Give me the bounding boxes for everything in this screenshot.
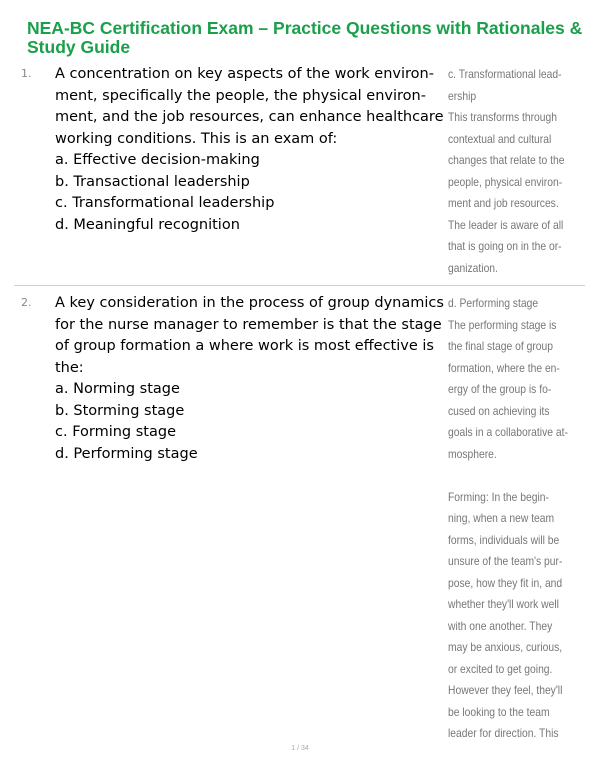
rationale-line: pose, how they fit in, and <box>448 575 563 590</box>
rationale-line: people, physical environ- <box>448 174 563 189</box>
rationale-line: that is going on in the or- <box>448 239 562 253</box>
rationale-line: the final stage of group <box>448 339 554 353</box>
question-stem-line: ment, and the job resources, can enhance healthcare <box>55 109 444 125</box>
rationale-line: c. Transformational lead- <box>448 67 562 81</box>
rationale-line: ergy of the group is fo- <box>448 382 552 396</box>
answer-option-b: b. Transactional leadership <box>55 173 250 190</box>
answer-option-c: c. Forming stage <box>55 424 176 440</box>
document-title-line: NEA-BC Certification Exam – Practice Questions with Rationales & <box>27 18 583 38</box>
question-number: 1. <box>21 67 32 80</box>
rationale-line: may be anxious, curious, <box>448 640 563 654</box>
rationale-line: ership <box>448 88 477 103</box>
rationale-line: cused on achieving its <box>448 403 550 418</box>
question-divider <box>14 285 585 286</box>
question-text <box>55 293 445 465</box>
document-title-line: Study Guide <box>27 37 131 57</box>
answer-option-d: d. Meaningful recognition <box>55 216 240 233</box>
rationale-line: whether they'll work well <box>448 597 559 611</box>
question-text <box>55 64 445 236</box>
rationale-line: leader for direction. This <box>448 726 559 740</box>
rationale-line: forms, individuals will be <box>448 532 560 547</box>
question-stem-line: A key consideration in the process of group dynamics <box>55 295 444 311</box>
rationale-line: The leader is aware of all <box>448 217 564 232</box>
answer-option-a: a. Effective decision-making <box>55 152 260 168</box>
rationale-line: ment and job resources. <box>448 196 559 210</box>
rationale-line: unsure of the team's pur- <box>448 554 563 568</box>
rationale-line: contextual and cultural <box>448 131 552 146</box>
page-number: 1 / 34 <box>291 745 309 752</box>
rationale-line: Forming: In the begin- <box>448 489 549 504</box>
question-number: 2. <box>21 296 32 309</box>
question-stem-line: the: <box>55 359 84 376</box>
rationale-line: However they feel, they'll <box>448 683 563 697</box>
rationale-line: goals in a collaborative at- <box>448 425 568 439</box>
rationale <box>448 64 565 279</box>
rationale-line: changes that relate to the <box>448 153 565 167</box>
document-title <box>27 19 587 57</box>
rationale <box>448 293 568 745</box>
question-stem-line: working conditions. This is an exam of: <box>55 130 338 147</box>
question-stem-line: A concentration on key aspects of the work environ- <box>55 66 434 82</box>
answer-option-b: b. Storming stage <box>55 402 185 419</box>
answer-option-d: d. Performing stage <box>55 445 198 462</box>
question-stem-line: of group formation a where work is most effective is <box>55 338 434 354</box>
rationale-gap <box>448 465 560 487</box>
answer-option-c: c. Transformational leadership <box>55 195 275 211</box>
rationale-line: d. Performing stage <box>448 296 539 310</box>
rationale-line: formation, where the en- <box>448 360 560 375</box>
rationale-line: The performing stage is <box>448 317 557 332</box>
rationale-line: mosphere. <box>448 446 497 461</box>
rationale-line: This transforms through <box>448 110 557 124</box>
rationale-line: ganization. <box>448 260 498 275</box>
question-stem-line: for the nurse manager to remember is that the stage <box>55 316 442 333</box>
rationale-line: with one another. They <box>448 618 553 633</box>
question-stem-line: ment, specifically the people, the physical environ- <box>55 87 426 104</box>
answer-option-a: a. Norming stage <box>55 381 180 397</box>
rationale-line: or excited to get going. <box>448 661 553 676</box>
rationale-line: be looking to the team <box>448 704 550 719</box>
rationale-line: ning, when a new team <box>448 511 555 525</box>
